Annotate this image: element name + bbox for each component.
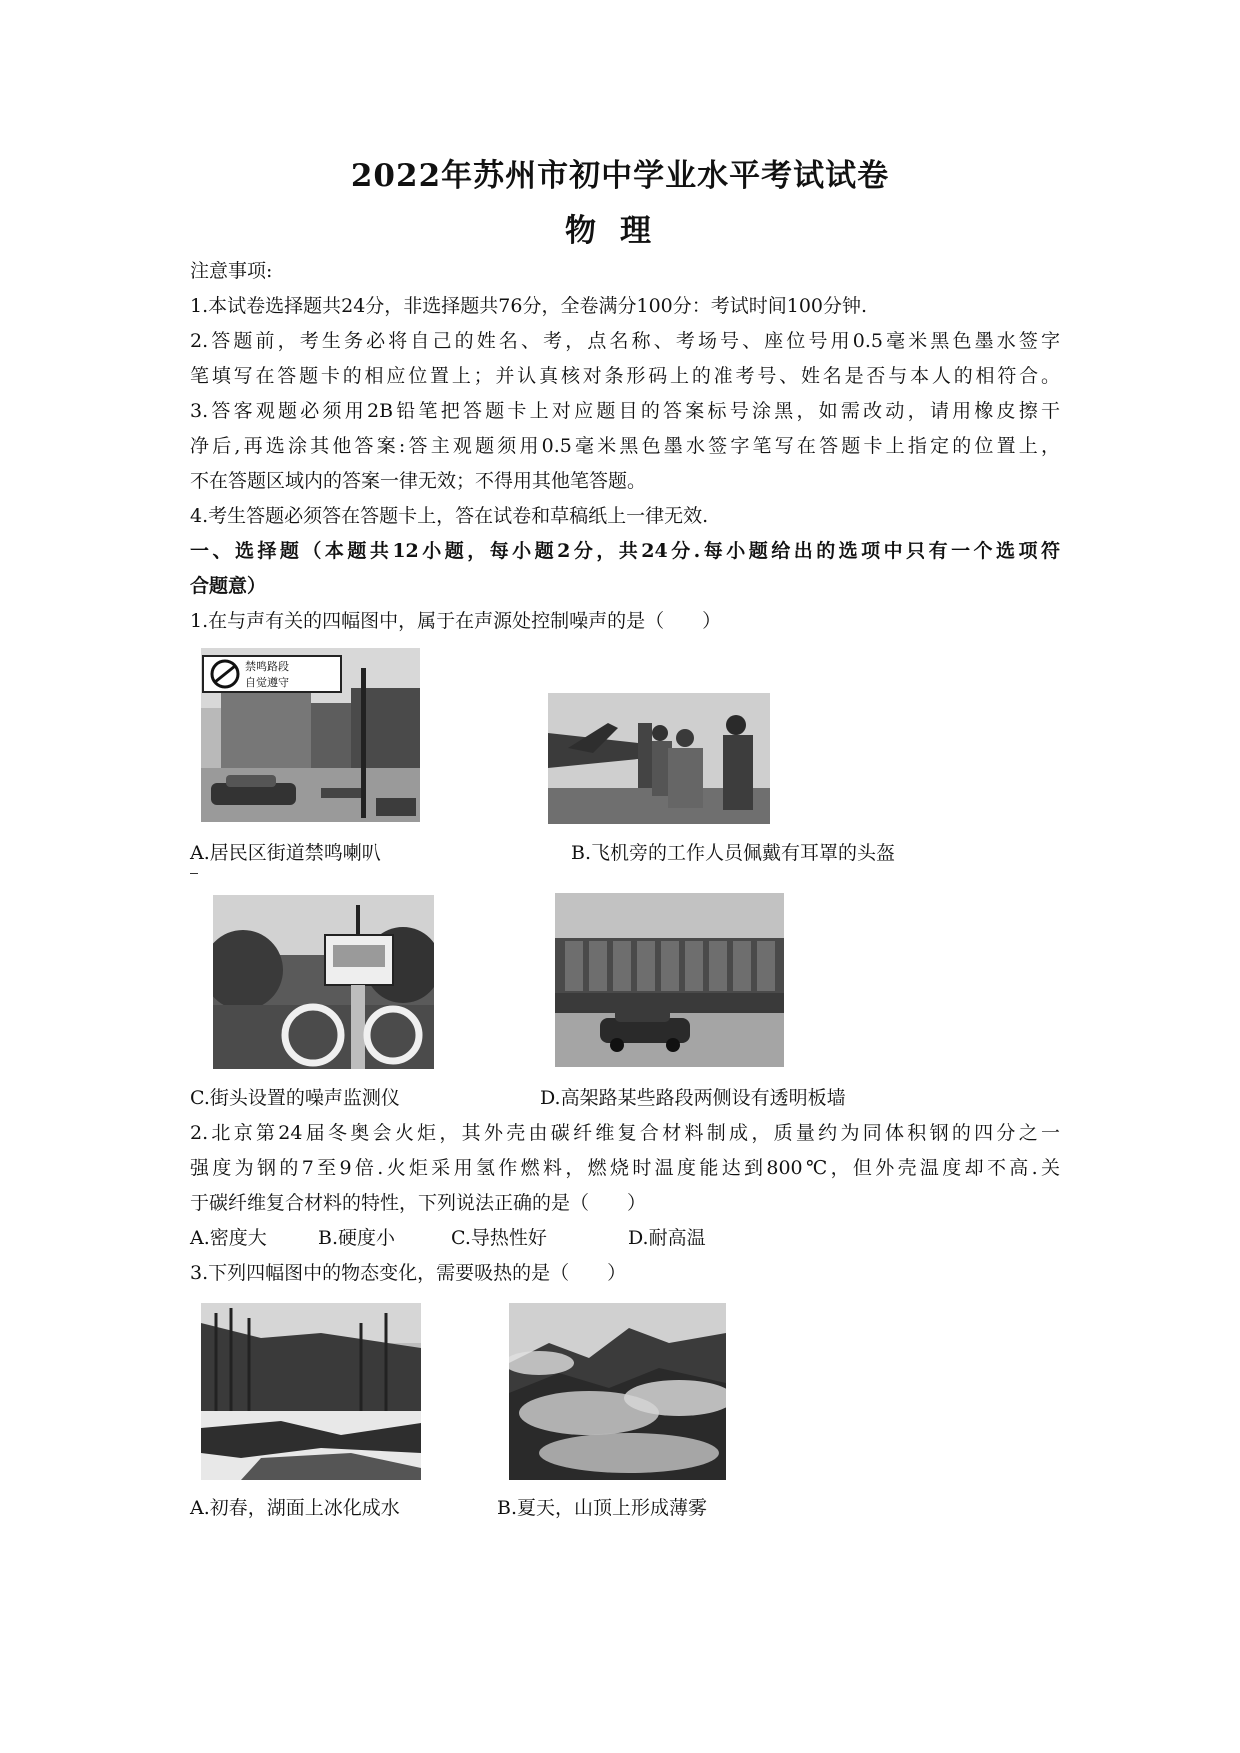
note-line-1: 1.本试卷选择题共24分，非选择题共76分，全卷满分100分：考试时间100分钟. — [190, 295, 868, 317]
q2-line-3: 于碳纤维复合材料的特性，下列说法正确的是（ ） — [190, 1192, 647, 1214]
street-scene-image — [201, 648, 420, 822]
stray-mark — [190, 873, 198, 874]
q1-photo-c — [213, 895, 434, 1069]
exam-title: 2022年苏州市初中学业水平考试试卷 — [350, 158, 890, 194]
mountain-mist-image — [509, 1303, 726, 1480]
q1-photo-d — [555, 893, 784, 1067]
q2-line-1: 2.北京第24届冬奥会火炬，其外壳由碳纤维复合材料制成，质量约为同体积钢的四分之一 — [190, 1122, 1060, 1144]
q2-option-b: B.硬度小 — [318, 1227, 396, 1249]
highway-wall-image — [555, 893, 784, 1067]
q3-stem: 3.下列四幅图中的物态变化，需要吸热的是（ ） — [190, 1262, 627, 1284]
section-heading-line-2: 合题意） — [190, 575, 267, 597]
q1-photo-a — [201, 648, 420, 822]
noise-monitor-image — [213, 895, 434, 1069]
airport-workers-image — [548, 693, 770, 824]
note-line-5: 净后,再选涂其他答案:答主观题须用0.5毫米黑色墨水签字笔写在答题卡上指定的位置上， — [190, 435, 1060, 457]
note-line-6: 不在答题区域内的答案一律无效；不得用其他笔答题。 — [190, 470, 647, 492]
note-line-3: 笔填写在答题卡的相应位置上；并认真核对条形码上的准考号、姓名是否与本人的相符合。 — [190, 365, 1060, 387]
q2-line-2: 强度为钢的7至9倍.火炬采用氢作燃料，燃烧时温度能达到800℃，但外壳温度却不高.关 — [190, 1157, 1060, 1179]
q2-option-c: C.导热性好 — [451, 1227, 547, 1249]
sign-text-1: 禁鸣路段 — [245, 660, 289, 673]
note-line-2: 2.答题前，考生务必将自己的姓名、考，点名称、考场号、座位号用0.5毫米黑色墨水签字 — [190, 330, 1060, 352]
note-line-4: 3.答客观题必须用2B铅笔把答题卡上对应题目的答案标号涂黑，如需改动，请用橡皮擦干 — [190, 400, 1060, 422]
section-heading-line-1: 一、选择题（本题共12小题，每小题2分，共24分.每小题给出的选项中只有一个选项符 — [190, 540, 1060, 562]
melting-ice-image — [201, 1303, 421, 1480]
notes-heading: 注意事项: — [190, 260, 273, 282]
q1-caption-b: B.飞机旁的工作人员佩戴有耳罩的头盔 — [571, 842, 896, 864]
q3-caption-a: A.初春，湖面上冰化成水 — [190, 1497, 400, 1519]
q3-caption-b: B.夏天，山顶上形成薄雾 — [497, 1497, 708, 1519]
q3-photo-a — [201, 1303, 421, 1480]
q1-caption-c: C.街头设置的噪声监测仪 — [190, 1087, 400, 1109]
note-line-7: 4.考生答题必须答在答题卡上，答在试卷和草稿纸上一律无效. — [190, 505, 709, 527]
q1-photo-b — [548, 693, 770, 824]
q3-photo-b — [509, 1303, 726, 1480]
q1-stem: 1.在与声有关的四幅图中，属于在声源处控制噪声的是（ ） — [190, 610, 722, 632]
q2-option-d: D.耐高温 — [628, 1227, 706, 1249]
q1-caption-d: D.高架路某些路段两侧设有透明板墙 — [540, 1087, 846, 1109]
q2-option-a: A.密度大 — [190, 1227, 267, 1249]
subject-title: 物理 — [565, 213, 675, 249]
q1-caption-a: A.居民区街道禁鸣喇叭 — [190, 842, 381, 864]
sign-text-2: 自觉遵守 — [245, 676, 289, 689]
